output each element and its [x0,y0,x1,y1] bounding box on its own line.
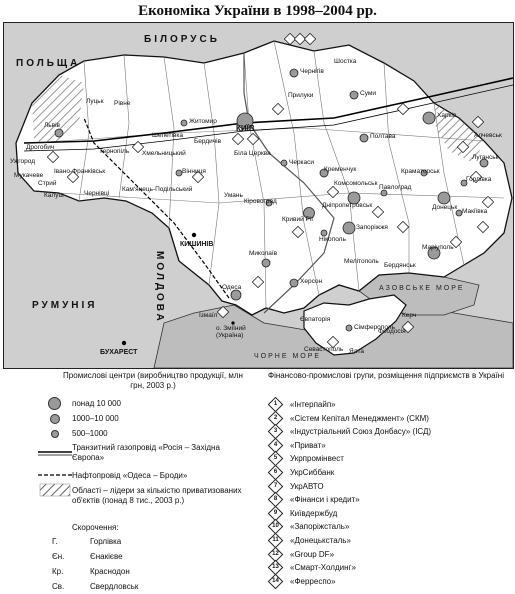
fpg-number: 9 [273,509,278,516]
fpg-legend-row [266,535,351,546]
city-label: Шепетівка [152,132,183,139]
city-label: Черкаси [289,159,315,166]
legend-groups-heading: Фінансово-промислові групи, розміщення підприємств в Україні [268,371,504,380]
city-label: Миколаїв [249,250,278,257]
city-label: Одеса [222,284,242,291]
legend-center-small-label: 500–1000 [72,428,108,438]
legend-center-medium-label: 1000–10 000 [72,413,119,423]
city-dot-chernihiv [290,69,298,77]
city-label: Кіровоград [244,198,277,205]
city-label: Бердичів [194,138,222,145]
city-label: Луганськ [472,154,499,161]
fpg-number: 5 [273,455,278,462]
country-label-moldova: МОЛДОВА [154,251,165,324]
fpg-number: 7 [273,482,278,489]
fpg-name: УкрСиббанк [290,468,335,477]
fpg-name: «Інтерпайп» [290,400,336,409]
city-label: Горлівка [466,176,492,183]
fpg-legend-row [266,508,337,519]
city-dot-cherkasy [281,160,287,166]
city-label: Мукачеве [14,172,44,179]
city-label: Харків [437,112,457,119]
city-dot-poltava [360,134,368,142]
fpg-legend-row [266,399,336,410]
country-label-poland: ПОЛЬЩА [16,58,81,69]
fpg-number: 1 [273,401,278,407]
city-label: Львів [44,122,61,129]
hatch-symbol [38,483,72,497]
fpg-number: 4 [273,441,278,448]
fpg-name: «Індустріальний Союз Донбасу» (ІСД) [290,427,432,437]
abbreviation-key: Св. [52,582,65,591]
city-dot-kharkiv [423,112,435,124]
fpg-name: Київдержбуд [290,508,338,518]
abbreviation-value: Єнакієве [90,552,123,561]
city-label: Кривий Ріг [282,216,314,223]
legend-centers-heading: Промислові центри (виробництво продукції, млн грн, 2003 р.) [63,371,243,390]
city-label: Кременчук [324,166,357,173]
fpg-legend-row [266,467,334,478]
city-label: Прилуки [288,92,314,99]
city-label: Кам'янець-Подільський [122,186,193,193]
bucharest-dot [122,341,126,345]
city-label: Житомир [189,118,217,125]
fpg-legend-row [266,562,356,573]
city-dot-donetsk [438,192,450,204]
city-label: Рівне [114,100,131,107]
fpg-legend-row [266,521,349,532]
fpg-number: 2 [273,414,278,421]
city-dot-zhytomyr [181,120,187,126]
city-dot-sumy [350,91,358,99]
fpg-name: «Фінанси і кредит» [290,495,360,505]
fpg-number: 10 [272,523,279,530]
legend-gas-pipeline-label: Транзитний газопровід «Росія – Західна Європа» [72,443,220,462]
city-label: Умань [224,192,243,199]
oil-pipeline-symbol [38,469,72,481]
legend-center-medium [38,412,119,424]
city-dot-simferopol [346,325,352,331]
city-label: Дніпропетровськ [322,202,373,209]
map-svg [4,23,513,368]
city-label: Алчевськ [474,132,502,139]
city-label: Шостка [334,58,357,65]
fpg-number: 14 [272,577,279,584]
city-label: Бердянськ [384,262,416,269]
country-label-romania: РУМУНІЯ [32,300,98,311]
city-label: Керч [402,312,417,319]
fpg-number: 12 [272,550,279,557]
abbreviation-value: Свердловськ [90,582,139,591]
city-label: Севастополь [304,346,344,353]
kyshyniv-label: КИШИНІВ [180,241,214,248]
city-label: Ялта [349,348,365,355]
fpg-name: УкрАВТО [290,481,324,491]
city-dot-lviv [55,129,63,137]
city-dot-mykolaiv [262,259,270,267]
fpg-number: 11 [272,537,279,543]
city-label: Феодосія [378,328,406,335]
abbreviation-key: Г. [52,537,58,546]
legend-oil-pipeline [38,469,187,481]
fpg-legend-row [266,440,326,451]
map-title: Економіка України в 1998–2004 рр. [138,3,377,19]
fpg-legend-row [266,494,360,505]
city-label: Євпаторія [300,316,331,323]
city-label: Херсон [300,278,323,285]
city-label: Хмельницький [142,150,186,157]
city-label: Луцьк [86,98,104,105]
fpg-legend-row [266,576,336,587]
island-label: о. Зміїний (Україна) [216,325,246,339]
city-label: Запоріжжя [356,224,388,231]
fpg-legend-row [266,481,324,492]
ukraine-territory [16,41,512,315]
fpg-number: 8 [273,496,278,503]
fpg-name: «Приват» [290,440,326,450]
abbreviation-row [52,552,123,561]
fpg-legend-row [266,413,429,424]
fpg-marker [472,116,483,127]
city-label: Ужгород [10,158,35,165]
legend-center-large-label: понад 10 000 [72,398,122,408]
sea-label-azov: АЗОВСЬКЕ МОРЕ [379,285,465,292]
city-label: Маріуполь [422,244,454,251]
fpg-diamond-icon [268,574,284,590]
legend-center-small [38,427,108,439]
city-label: Сімферополь [354,324,395,331]
map-panel [3,22,514,369]
abbreviations-heading: Скорочення: [72,523,119,532]
city-label: Тернопіль [99,148,130,155]
city-label: Біла Церква [234,150,271,157]
fpg-legend-row [266,453,344,464]
city-label: Івано-Франківськ [54,168,106,175]
city-dot-kherson [290,279,298,287]
legend-oil-pipeline-label: Нафтопровід «Одеса – Броди» [72,470,188,480]
abbreviation-value: Краснодон [90,567,130,576]
abbreviation-value: Горлівка [90,537,122,546]
fpg-name: «Смарт-Холдинг» [290,563,356,573]
city-label: Донецьк [432,204,458,211]
fpg-name: «Ферреспо» [290,576,336,586]
city-label: Краматорськ [401,168,440,175]
city-label: Макіївка [462,208,488,215]
city-label: Дрогобич [26,144,55,151]
city-label: Комсомольськ [334,180,378,187]
fpg-name: «Запоріжсталь» [290,522,350,532]
city-label: Полтава [370,133,396,140]
city-label: Мелітополь [344,258,379,265]
capital-label: КИЇВ [236,124,255,133]
bucharest-label: БУХАРЕСТ [100,349,138,356]
fpg-number: 13 [272,564,279,571]
city-dot-zaporizhzhia [343,222,355,234]
gas-pipeline-symbol [38,447,72,459]
fpg-number: 3 [273,428,278,435]
city-label: Павлоград [379,184,412,191]
legend-center-large [38,397,121,409]
city-label: Вінниця [182,168,206,175]
fpg-name: Укрпромінвест [290,454,344,464]
abbreviation-row [52,582,138,591]
abbreviation-key: Єн. [52,552,65,561]
fpg-name: «Сістем Кепітал Менеджмент» (СКМ) [290,413,429,423]
city-label: Стрий [38,180,57,187]
fpg-name: «Group DF» [290,549,335,559]
fpg-marker [304,33,315,44]
city-label: Чернівці [84,190,110,197]
kyshyniv-dot [192,233,196,237]
city-label: Нікополь [319,236,346,243]
fpg-name: «Донецьксталь» [290,536,351,545]
fpg-legend-row [266,549,334,560]
city-dot-odesa [231,290,241,300]
legend-gas-pipeline [38,443,242,462]
fpg-number: 6 [273,469,278,475]
abbreviation-row [52,567,130,576]
city-label: Чернігів [300,68,324,75]
city-label: Ізмаїл [199,312,218,319]
legend-privatization-label: Області – лідери за кількістю приватизованих об'єктів (понад 8 тис., 2003 р.) [72,486,242,505]
sea-label-black: ЧОРНЕ МОРЕ [254,353,322,360]
country-label-belarus: БІЛОРУСЬ [144,34,220,45]
fpg-legend-row [266,426,431,437]
legend [0,371,515,594]
city-label: Калуш [44,192,64,199]
abbreviation-row [52,537,121,546]
abbreviation-key: Кр. [52,567,64,576]
legend-privatization [38,483,252,509]
city-label: Суми [360,90,376,97]
